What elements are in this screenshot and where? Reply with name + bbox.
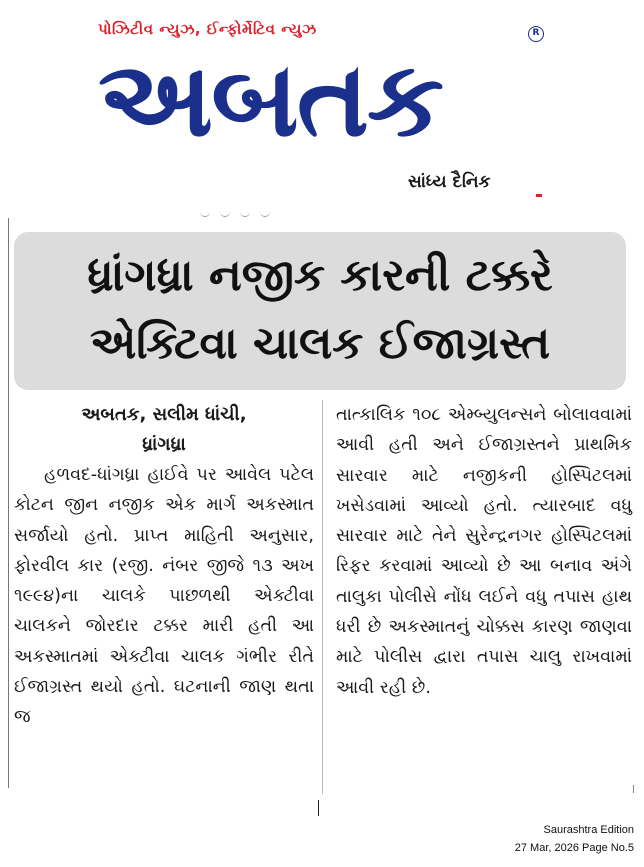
article-column-left: [14, 400, 314, 733]
date-page-label: 27 Mar, 2026 Page No.5: [514, 842, 634, 854]
frame-top-marks: [200, 212, 290, 220]
article-frame-left: [8, 218, 9, 788]
logo-text: અબતક: [98, 44, 442, 154]
masthead-subtitle: સાંધ્ય દૈનિક: [408, 172, 491, 192]
article-column-right: [336, 400, 632, 703]
headline-line-2: એક્ટિવા ચાલક ઈજાગ્રસ્ત: [89, 318, 551, 369]
page-tick: [318, 800, 319, 816]
column-divider: [322, 400, 323, 794]
edition-label: Saurashtra Edition: [543, 824, 634, 836]
byline-line-2: ધ્રાંગધ્રા: [142, 434, 186, 455]
logo-accent: [536, 194, 542, 197]
registered-mark-icon: R: [528, 26, 544, 42]
headline-box: [14, 232, 626, 390]
newspaper-logo: [98, 44, 543, 154]
masthead-tagline: પોઝિટીવ ન્યુઝ, ઈન્ફોર્મેટિવ ન્યુઝ: [98, 20, 317, 38]
frame-right-mark: [633, 785, 634, 793]
headline-line-1: ધ્રાંગધ્રા નજીક કારની ટક્કરે: [87, 250, 553, 301]
article-body-left: હળવદ-ધાંગધ્રા હાઈવે પર આવેલ પટેલ કોટન જીન નજીક એક માર્ગ અકસ્માત સર્જાયો હતો. પ્રાપ્ત માહિતી અનુસાર, ફોરવીલ કાર (રજી. નંબર જીજે ૧૩ અખ ૧૯૯૪)ના ચાલકે પાછળથી એક્ટીવા ચાલકને જોરદાર ટક્કર મારી હતી આ અકસ્માતમાં એક્ટીવા ચાલક ગંભીર રીતે ઈજાગ્રસ્ત થયો હતો. ઘટનાની જાણ થતા જ: [14, 465, 314, 728]
article-body-right: તાત્કાલિક ૧૦૮ એમ્બ્યુલન્સને બોલાવવામાં આવી હતી અને ઈજાગ્રસ્તને પ્રાથમિક સારવાર માટે નજીકની હોસ્પિટલમાં ખસેડવામાં આવ્યો હતો. ત્યારબાદ વધુ સારવાર માટે તેને સુરેન્દ્રનગર હોસ્પિટલમાં રિફર કરવામાં આવ્યો છે આ બનાવ અંગે તાલુકા પોલીસે નોંધ લઈને વધુ તપાસ હાથ ધરી છે અકસ્માતનું ચોક્કસ કારણ જાણવા માટે પોલીસ દ્વારા તપાસ ચાલુ રાખવામાં આવી રહી છે.: [336, 405, 632, 698]
masthead: [0, 0, 644, 205]
byline-line-1: અબતક, સલીમ ધાંચી,: [81, 404, 247, 425]
